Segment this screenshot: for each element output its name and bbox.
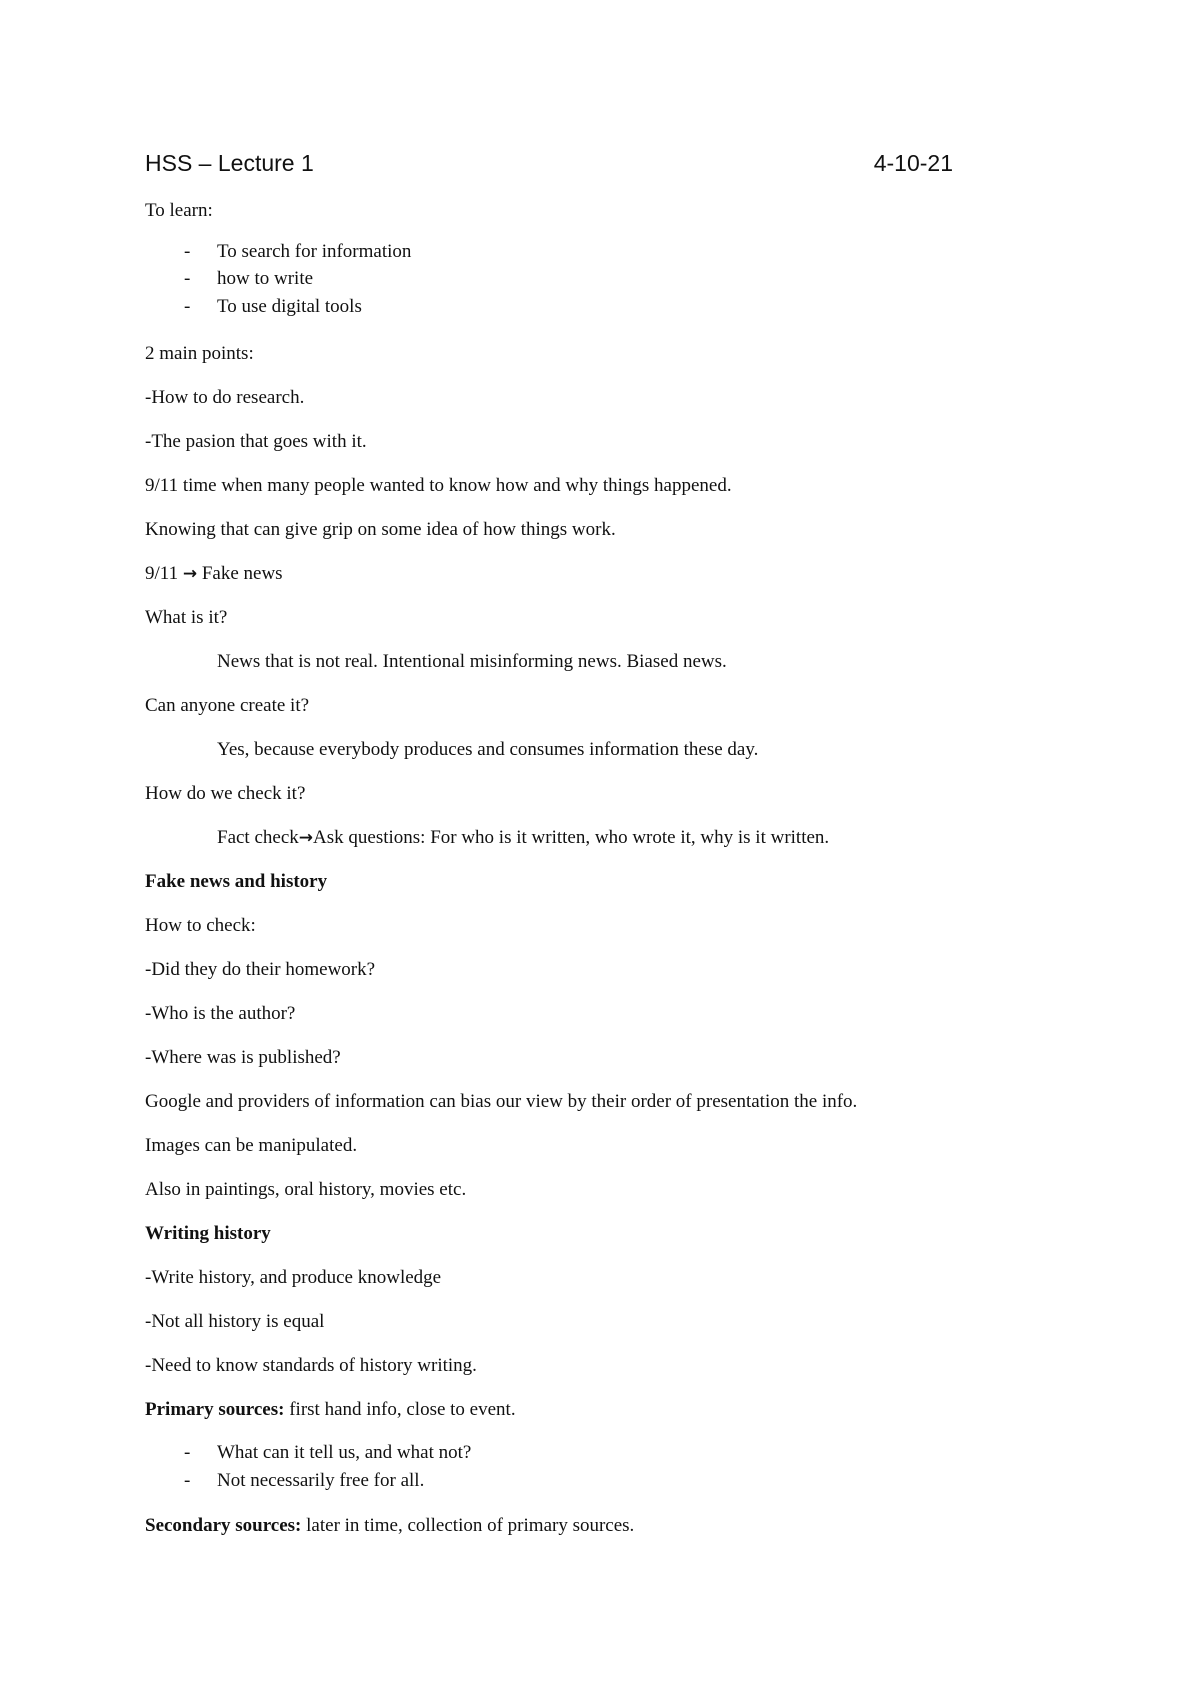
check-item-1: -Did they do their homework? <box>145 959 376 980</box>
section-heading-fake-news-history: Fake news and history <box>145 871 328 892</box>
main-point-2: -The pasion that goes with it. <box>145 431 367 452</box>
list-item-text: What can it tell us, and what not? <box>217 1442 472 1463</box>
bias-paragraph: Google and providers of information can bias our view by their order of presentation the info. <box>145 1091 858 1112</box>
context-paragraph-1: 9/11 time when many people wanted to know how and why things happened. <box>145 475 732 496</box>
main-points-label: 2 main points: <box>145 343 254 364</box>
how-to-check-label: How to check: <box>145 915 256 936</box>
answer-3-prefix: Fact check <box>217 827 299 848</box>
secondary-sources-line <box>145 1514 634 1538</box>
bullet-dash: - <box>184 1470 191 1491</box>
question-3: How do we check it? <box>145 783 306 804</box>
writing-item-2: -Not all history is equal <box>145 1311 325 1332</box>
right-arrow-icon: → <box>298 828 314 848</box>
question-2: Can anyone create it? <box>145 695 310 716</box>
bullet-dash: - <box>184 268 191 289</box>
lecture-date: 4-10-21 <box>873 150 953 176</box>
fake-news-line <box>145 562 283 586</box>
answer-1: News that is not real. Intentional misinforming news. Biased news. <box>217 651 727 672</box>
list-item-text: To search for information <box>217 241 412 262</box>
list-item-text: To use digital tools <box>217 296 362 317</box>
primary-sources-label: Primary sources: <box>145 1399 285 1420</box>
right-arrow-icon: → <box>182 564 198 584</box>
images-paragraph: Images can be manipulated. <box>145 1135 358 1156</box>
bullet-dash: - <box>184 1442 191 1463</box>
to-learn-label: To learn: <box>145 200 213 221</box>
check-item-2: -Who is the author? <box>145 1003 296 1024</box>
answer-2: Yes, because everybody produces and consumes information these day. <box>217 739 759 760</box>
fake-news-suffix: Fake news <box>201 563 283 584</box>
paintings-paragraph: Also in paintings, oral history, movies etc. <box>145 1179 467 1200</box>
secondary-sources-text: later in time, collection of primary sources. <box>306 1515 635 1536</box>
writing-item-3: -Need to know standards of history writing. <box>145 1355 477 1376</box>
primary-sources-line <box>145 1398 516 1422</box>
answer-3-suffix: Ask questions: For who is it written, who wrote it, why is it written. <box>313 827 830 848</box>
list-item-text: how to write <box>217 268 314 289</box>
page-title: HSS – Lecture 1 <box>145 150 314 176</box>
secondary-sources-label: Secondary sources: <box>145 1515 302 1536</box>
bullet-dash: - <box>184 296 191 317</box>
list-item-text: Not necessarily free for all. <box>217 1470 425 1491</box>
context-paragraph-2: Knowing that can give grip on some idea of how things work. <box>145 519 616 540</box>
section-heading-writing-history: Writing history <box>145 1223 271 1244</box>
question-1: What is it? <box>145 607 228 628</box>
fake-news-prefix: 9/11 <box>145 563 179 584</box>
main-point-1: -How to do research. <box>145 387 305 408</box>
writing-item-1: -Write history, and produce knowledge <box>145 1267 442 1288</box>
check-item-3: -Where was is published? <box>145 1047 341 1068</box>
bullet-dash: - <box>184 241 191 262</box>
primary-sources-text: first hand info, close to event. <box>289 1399 516 1420</box>
answer-3 <box>217 826 829 850</box>
